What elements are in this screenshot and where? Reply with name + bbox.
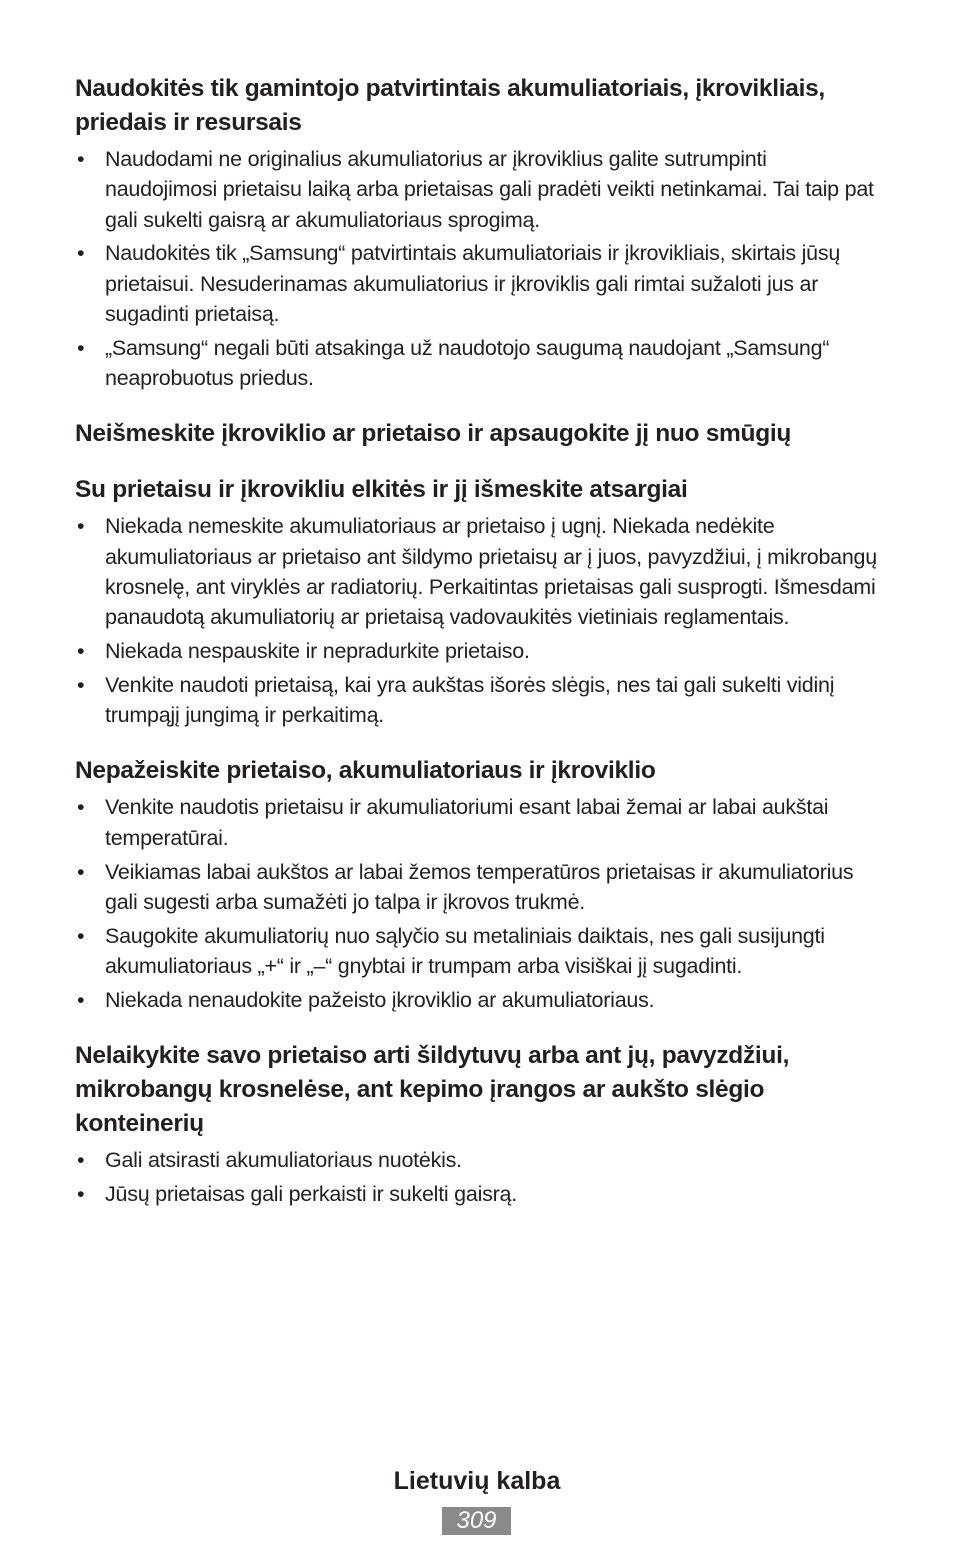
section-do-not-drop xyxy=(75,417,881,451)
list-item xyxy=(75,985,881,1015)
footer-language-label: Lietuvių kalba xyxy=(393,1467,561,1495)
list-item-text: Naudokitės tik „Samsung“ patvirtintais akumuliatoriais ir įkrovikliais, skirtais jūsų prietaisui. Nesuderinamas akumuliatorius ir įkroviklis gali rimtai sužaloti jus ar sugadinti prietaisą. xyxy=(105,241,841,326)
list-item-text: Jūsų prietaisas gali perkaisti ir sukelti gaisrą. xyxy=(105,1181,517,1206)
list-item-text: Venkite naudoti prietaisą, kai yra aukštas išorės slėgis, nes tai gali sukelti vidinį trumpąjį jungimą ir perkaitimą. xyxy=(105,672,835,728)
list-item-text: Saugokite akumuliatorių nuo sąlyčio su metaliniais daiktais, nes gali susijungti akumuliatoriaus „+“ ir „–“ gnybtai ir trumpam arba visiškai jį sugadinti. xyxy=(105,923,825,978)
bullet-icon: • xyxy=(77,859,85,884)
bullet-icon: • xyxy=(77,241,85,266)
section-do-not-damage xyxy=(75,754,881,1015)
section-heading: Nelaikykite savo prietaiso arti šildytuvų arba ant jų, pavyzdžiui, mikrobangų krosnelėse, ant kepimo įrangos ar aukšto slėgio konteinerių xyxy=(75,1042,790,1138)
bullet-icon: • xyxy=(77,514,85,539)
list-item-text: Venkite naudotis prietaisu ir akumuliatoriumi esant labai žemai ar labai aukštai temperatūrai. xyxy=(105,795,829,850)
list-item-text: Niekada nemeskite akumuliatoriaus ar prietaiso į ugnį. Niekada nedėkite akumuliatoriaus ar prietaiso ant šildymo prietaisų ar į juos, pavyzdžiui, į mikrobangų krosnelę, ant viryklės ar radiatorių. Perkaitintas prietaisas gali susprogti. Išmesdami panaudotą akumuliatorių ar prietaisą vadovaukitės vietiniais reglamentais. xyxy=(105,514,877,630)
list-item-text: Niekada nenaudokite pažeisto įkroviklio ar akumuliatoriaus. xyxy=(105,987,655,1012)
page-number-badge: 309 xyxy=(442,1507,511,1535)
bullet-icon: • xyxy=(77,923,85,948)
list-item xyxy=(75,670,881,731)
list-item xyxy=(75,511,881,632)
section-heading: Su prietaisu ir įkrovikliu elkitės ir jį išmeskite atsargiai xyxy=(75,476,688,504)
bullet-icon: • xyxy=(77,795,85,820)
list-item-text: Niekada nespauskite ir nepradurkite prietaiso. xyxy=(105,639,530,664)
list-item-text: Gali atsirasti akumuliatoriaus nuotėkis. xyxy=(105,1148,462,1173)
section-approved-accessories xyxy=(75,72,881,393)
section-heading: Neišmeskite įkroviklio ar prietaiso ir apsaugokite jį nuo smūgių xyxy=(75,420,792,448)
list-item xyxy=(75,921,881,982)
bullet-icon: • xyxy=(77,1181,85,1206)
bullet-icon: • xyxy=(77,987,85,1012)
list-item-text: Veikiamas labai aukštos ar labai žemos temperatūros prietaisas ir akumuliatorius gali sugesti arba sumažėti jo talpa ir įkrovos trukmė. xyxy=(105,859,854,914)
list-item xyxy=(75,333,881,394)
list-item-text: Naudodami ne originalius akumuliatorius ar įkroviklius galite sutrumpinti naudojimosi prietaisu laiką arba prietaisas gali pradėti veikti netinkamai. Tai taip pat gali sukelti gaisrą ar akumuliatoriaus sprogimą. xyxy=(105,147,874,232)
section-keep-away-from-heat xyxy=(75,1039,881,1209)
bullet-list xyxy=(75,144,881,393)
list-item xyxy=(75,857,881,918)
bullet-icon: • xyxy=(77,1148,85,1173)
bullet-icon: • xyxy=(77,335,85,360)
list-item xyxy=(75,792,881,853)
section-heading: Naudokitės tik gamintojo patvirtintais akumuliatoriais, įkrovikliais, priedais ir resursais xyxy=(75,75,825,136)
list-item xyxy=(75,144,881,235)
bullet-list xyxy=(75,1145,881,1209)
section-handle-carefully xyxy=(75,473,881,730)
bullet-icon: • xyxy=(77,147,85,171)
list-item-text: „Samsung“ negali būti atsakinga už naudotojo saugumą naudojant „Samsung“ neaprobuotus priedus. xyxy=(105,335,830,391)
list-item xyxy=(75,636,881,666)
bullet-list xyxy=(75,792,881,1015)
page-content xyxy=(75,72,881,1213)
list-item xyxy=(75,1145,881,1175)
bullet-icon: • xyxy=(77,639,85,664)
bullet-icon: • xyxy=(77,672,85,697)
list-item xyxy=(75,238,881,329)
section-heading: Nepažeiskite prietaiso, akumuliatoriaus ir įkroviklio xyxy=(75,757,656,785)
list-item xyxy=(75,1179,881,1209)
bullet-list xyxy=(75,511,881,730)
